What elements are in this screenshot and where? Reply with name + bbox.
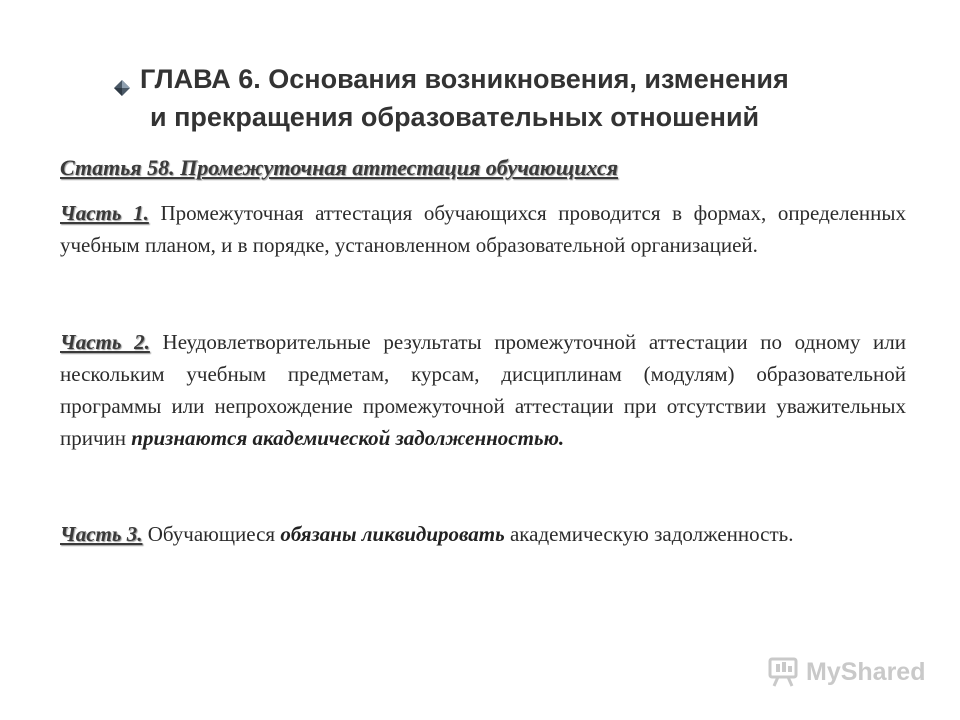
part-3-text-after: академическую задолженность. — [504, 522, 794, 546]
part-3-emphasis: обязаны ликвидировать — [280, 522, 505, 546]
part-1-paragraph — [60, 197, 906, 261]
part-2-emphasis: признаются академической задолженностью. — [131, 426, 565, 450]
article-heading: Статья 58. Промежуточная аттестация обучающихся — [60, 155, 618, 180]
myshared-logo-icon — [766, 656, 802, 688]
part-2-paragraph — [60, 326, 906, 454]
part-2-text: Неудовлетворительные результаты промежуточной аттестации по одному или нескольким учебным предметам, курсам, дисциплинам (модулям) образовательной программы или непрохождение промежуточной аттестации при отсутствии уважительных причин — [60, 330, 906, 450]
part-1-text: Промежуточная аттестация обучающихся проводится в формах, определенных учебным планом, и в порядке, установленном образовательной организацией. — [60, 201, 906, 257]
diamond-bullet-icon — [112, 70, 132, 90]
chapter-title — [112, 60, 912, 136]
myshared-watermark — [766, 656, 925, 688]
part-3-paragraph — [60, 518, 906, 550]
part-3-label: Часть 3. — [60, 522, 143, 546]
chapter-title-line-1 — [112, 60, 912, 98]
part-3-text-before: Обучающиеся — [142, 522, 281, 546]
part-2-label: Часть 2. — [60, 330, 150, 354]
watermark-text: MyShared — [806, 657, 926, 686]
chapter-title-text-1: ГЛАВА 6. Основания возникновения, изменения — [140, 64, 789, 94]
chapter-title-line-2: и прекращения образовательных отношений — [150, 102, 760, 132]
part-1-label: Часть 1. — [60, 201, 149, 225]
